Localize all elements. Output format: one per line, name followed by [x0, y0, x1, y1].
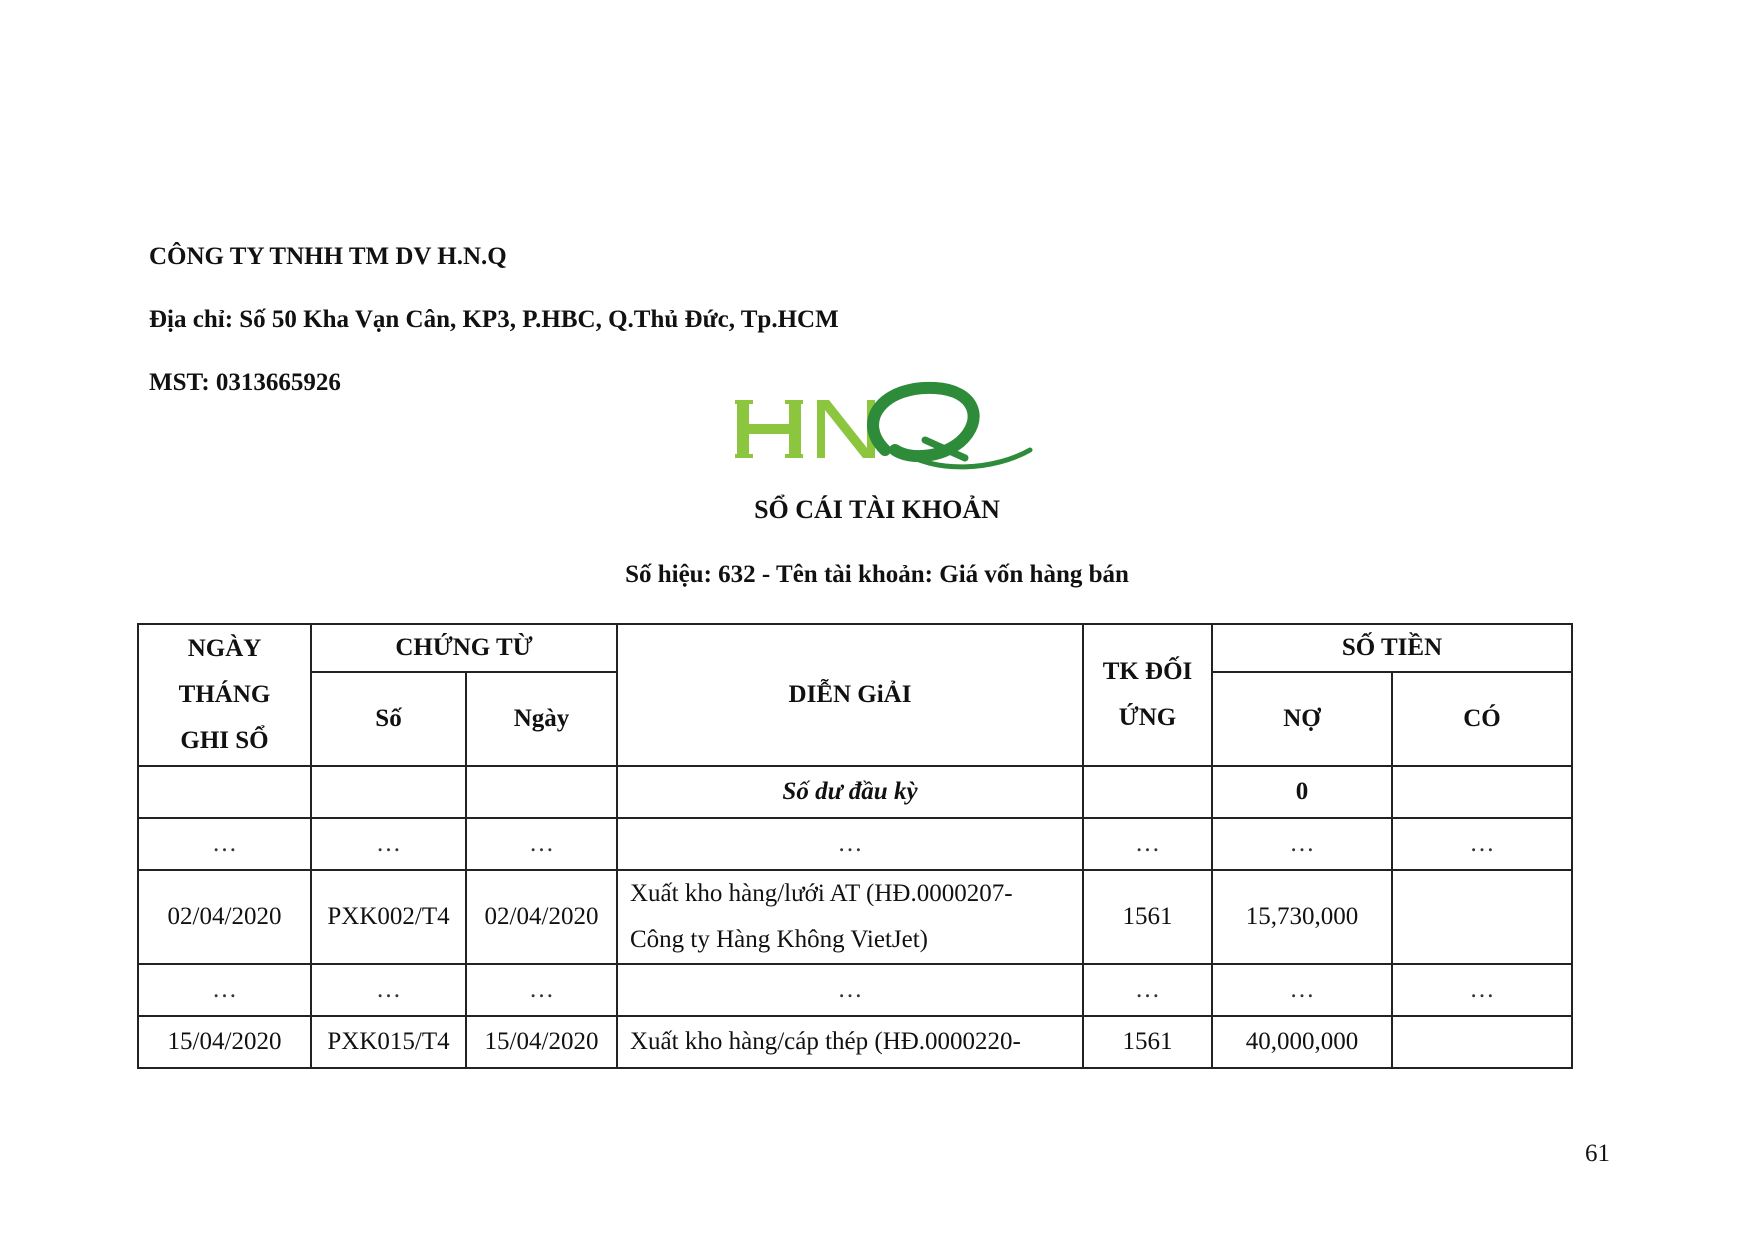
ledger-title: SỔ CÁI TÀI KHOẢN [754, 495, 1000, 524]
header-date-line2: THÁNG [178, 681, 271, 708]
company-name: CÔNG TY TNHH TM DV H.N.Q [149, 243, 507, 270]
ellipsis-row: … … … … … … … [138, 818, 1572, 870]
row-debit: 40,000,000 [1212, 1016, 1392, 1068]
header-account-line1: TK ĐỐI [1102, 658, 1193, 685]
tax-code: MST: 0313665926 [149, 369, 341, 396]
row-date: 02/04/2020 [138, 870, 311, 964]
row-description-line2: Công ty Hàng Không VietJet) [630, 926, 929, 953]
header-description: DIỄN GiẢI [617, 624, 1083, 766]
header-amount: SỐ TIỀN [1212, 624, 1572, 672]
table-row [138, 870, 1572, 964]
row-debit: 15,730,000 [1212, 870, 1392, 964]
row-account: 1561 [1083, 870, 1212, 964]
row-description [617, 870, 1083, 964]
header-voucher: CHỨNG TỪ [311, 624, 617, 672]
header-date-line1: NGÀY [187, 635, 262, 662]
row-voucher-no: PXK015/T4 [311, 1016, 466, 1068]
account-subtitle: Số hiệu: 632 - Tên tài khoản: Giá vốn hàng bán [625, 561, 1129, 588]
company-logo [735, 380, 1035, 480]
opening-balance-row [138, 766, 1572, 818]
row-credit [1392, 870, 1572, 964]
header-account [1083, 624, 1212, 766]
opening-balance-debit: 0 [1212, 766, 1392, 818]
header-date [138, 624, 311, 766]
row-credit [1392, 1016, 1572, 1068]
header-account-line2: ỨNG [1118, 704, 1177, 731]
header-voucher-no: Số [311, 672, 466, 766]
ellipsis-row: … … … … … … … [138, 964, 1572, 1016]
table-row [138, 1016, 1572, 1068]
page-number: 61 [1585, 1140, 1610, 1167]
header-date-line3: GHI SỔ [180, 727, 269, 754]
row-voucher-date: 15/04/2020 [466, 1016, 617, 1068]
header-debit: NỢ [1212, 672, 1392, 766]
header-credit: CÓ [1392, 672, 1572, 766]
row-voucher-no: PXK002/T4 [311, 870, 466, 964]
row-date: 15/04/2020 [138, 1016, 311, 1068]
general-ledger-table [137, 623, 1573, 1069]
opening-balance-label: Số dư đầu kỳ [617, 766, 1083, 818]
row-voucher-date: 02/04/2020 [466, 870, 617, 964]
row-account: 1561 [1083, 1016, 1212, 1068]
header-voucher-date: Ngày [466, 672, 617, 766]
company-address: Địa chỉ: Số 50 Kha Vạn Cân, KP3, P.HBC, Q.Thủ Đức, Tp.HCM [149, 306, 839, 333]
row-description: Xuất kho hàng/cáp thép (HĐ.0000220- [617, 1016, 1083, 1068]
row-description-line1: Xuất kho hàng/lưới AT (HĐ.0000207- [630, 880, 1013, 907]
